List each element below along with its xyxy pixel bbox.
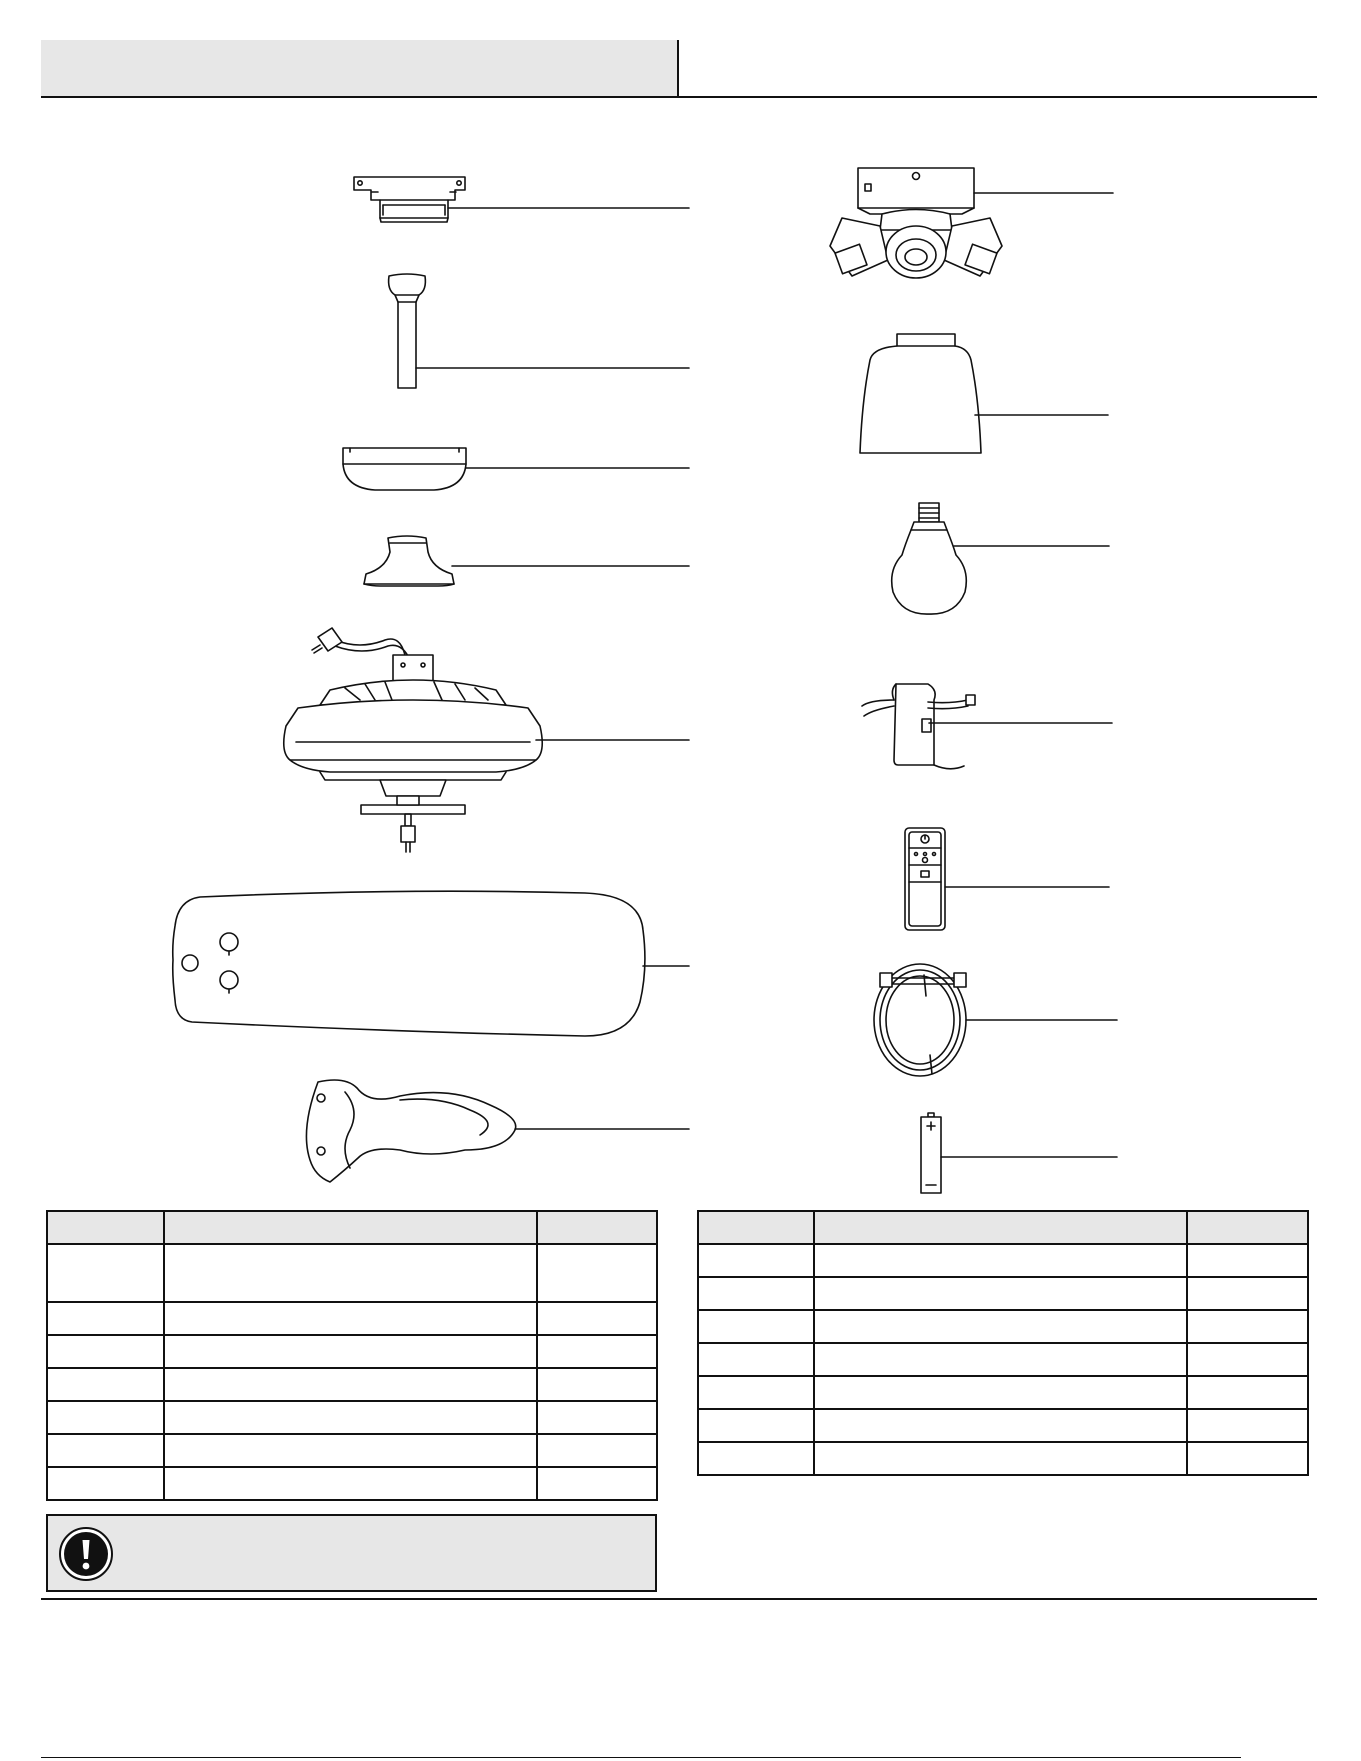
table-cell [698, 1277, 814, 1310]
table-row [47, 1335, 657, 1368]
mounting-bracket-drawing [354, 177, 689, 222]
table-cell [164, 1368, 538, 1401]
table-cell [1187, 1343, 1308, 1376]
battery-drawing [921, 1113, 1117, 1193]
table-left-header-quantity [537, 1211, 657, 1244]
table-cell [698, 1442, 814, 1475]
table-cell [47, 1467, 164, 1500]
table-cell [814, 1409, 1188, 1442]
table-cell [814, 1376, 1188, 1409]
bottom-rule [41, 1757, 1241, 1758]
table-cell [698, 1343, 814, 1376]
receiver-drawing [862, 684, 1112, 769]
table-row [47, 1244, 657, 1302]
table-cell [537, 1434, 657, 1467]
table-cell [1187, 1277, 1308, 1310]
table-cell [537, 1302, 657, 1335]
table-cell [1187, 1409, 1308, 1442]
table-row [698, 1442, 1308, 1475]
table-row [47, 1302, 657, 1335]
table-cell [814, 1277, 1188, 1310]
coupling-cover-drawing [364, 536, 689, 586]
table-cell [537, 1467, 657, 1500]
table-cell [814, 1244, 1188, 1277]
table-cell [47, 1434, 164, 1467]
table-cell [537, 1401, 657, 1434]
blade-arm-drawing [306, 1080, 689, 1182]
table-cell [164, 1302, 538, 1335]
glass-shade-drawing [860, 334, 1108, 453]
table-cell [537, 1335, 657, 1368]
table-cell [698, 1244, 814, 1277]
table-cell [164, 1335, 538, 1368]
table-right-header-description [814, 1211, 1188, 1244]
table-cell [1187, 1442, 1308, 1475]
table-cell [814, 1343, 1188, 1376]
table-row [47, 1401, 657, 1434]
parts-table-left [46, 1210, 658, 1501]
table-cell [164, 1244, 538, 1302]
table-cell [47, 1302, 164, 1335]
table-cell [164, 1467, 538, 1500]
wire-harness-drawing [874, 964, 1117, 1076]
table-cell [537, 1244, 657, 1302]
table-cell [698, 1310, 814, 1343]
table-row [698, 1376, 1308, 1409]
canopy-drawing [343, 448, 689, 490]
table-cell [537, 1368, 657, 1401]
table-row [698, 1277, 1308, 1310]
table-cell [164, 1434, 538, 1467]
table-cell [698, 1376, 814, 1409]
parts-table-right [697, 1210, 1309, 1476]
table-cell [814, 1442, 1188, 1475]
table-row [698, 1343, 1308, 1376]
table-cell [164, 1401, 538, 1434]
table-right-header-part [698, 1211, 814, 1244]
motor-assembly-drawing [284, 628, 689, 852]
downrod-drawing [389, 274, 689, 388]
table-cell [814, 1310, 1188, 1343]
table-row [47, 1434, 657, 1467]
table-row [698, 1310, 1308, 1343]
table-cell [1187, 1244, 1308, 1277]
table-row [698, 1409, 1308, 1442]
blade-drawing [173, 891, 689, 1036]
exclamation-icon [58, 1526, 114, 1582]
table-left-header-part [47, 1211, 164, 1244]
table-cell [47, 1335, 164, 1368]
table-cell [1187, 1310, 1308, 1343]
light-kit-drawing [830, 168, 1113, 278]
table-left-header-description [164, 1211, 538, 1244]
table-cell [47, 1368, 164, 1401]
led-bulb-drawing [892, 503, 1109, 614]
table-cell [47, 1401, 164, 1434]
footer-rule [41, 1598, 1317, 1600]
table-right-header-quantity [1187, 1211, 1308, 1244]
table-row [47, 1368, 657, 1401]
table-row [47, 1467, 657, 1500]
table-cell [1187, 1376, 1308, 1409]
notice-box [46, 1514, 657, 1592]
table-cell [698, 1409, 814, 1442]
remote-control-drawing [905, 828, 1109, 930]
table-row [698, 1244, 1308, 1277]
table-cell [47, 1244, 164, 1302]
